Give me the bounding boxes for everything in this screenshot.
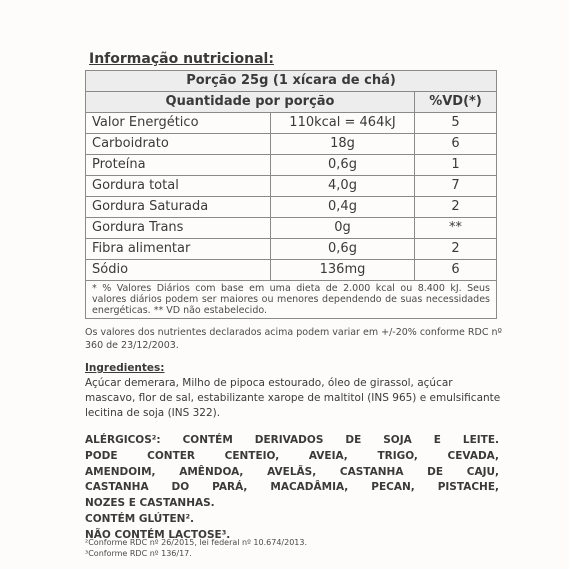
quantity-header: Quantidade por porção bbox=[86, 92, 415, 113]
nutrient-amount: 0,6g bbox=[271, 155, 415, 176]
table-row bbox=[86, 260, 497, 281]
nutrient-amount: 0g bbox=[271, 218, 415, 239]
table-header-row bbox=[86, 92, 497, 113]
footnote-rdc-26: ²Conforme RDC nº 26/2015, lei federal nº 10.674/2013. bbox=[85, 538, 308, 547]
table-row bbox=[86, 239, 497, 260]
allergen-line: PODE CONTER CENTEIO, AVEIA, TRIGO, CEVADA, bbox=[85, 449, 499, 462]
portion-row bbox=[86, 71, 497, 92]
vd-header: %VD(*) bbox=[415, 92, 497, 113]
allergen-line: ALÉRGICOS²: CONTÉM DERIVADOS DE SOJA E LEITE. bbox=[85, 434, 499, 446]
nutrient-vd: 6 bbox=[415, 260, 497, 281]
nutrition-title: Informação nutricional: bbox=[89, 51, 274, 67]
table-row bbox=[86, 197, 497, 218]
table-note-row bbox=[86, 281, 497, 319]
nutrient-name: Gordura total bbox=[86, 176, 271, 197]
nutrient-vd: ** bbox=[415, 218, 497, 239]
nutrient-amount: 110kcal = 464kJ bbox=[271, 113, 415, 134]
portion-label: Porção 25g (1 xícara de chá) bbox=[86, 71, 497, 92]
table-row bbox=[86, 134, 497, 155]
nutrient-vd: 5 bbox=[415, 113, 497, 134]
nutrient-name: Gordura Trans bbox=[86, 218, 271, 239]
variation-note: Os valores dos nutrientes declarados acima podem variar em +/-20% conforme RDC nº 360 de 23/12/2003. bbox=[85, 327, 502, 351]
nutrient-name: Fibra alimentar bbox=[86, 239, 271, 260]
nutrient-vd: 6 bbox=[415, 134, 497, 155]
allergen-line: NOZES E CASTANHAS. bbox=[85, 497, 215, 510]
gluten-statement: CONTÉM GLÚTEN². bbox=[85, 512, 195, 525]
lactose-statement: NÃO CONTÉM LACTOSE³. bbox=[85, 528, 231, 541]
ingredients-text: Açúcar demerara, Milho de pipoca estourado, óleo de girassol, açúcar mascavo, flor de sal, estabilizante xarope de maltitol (INS 965) e emulsificante lecitina de soja (INS 322). bbox=[85, 377, 501, 419]
table-note: * % Valores Diários com base em uma dieta de 2.000 kcal ou 8.400 kJ. Seus valores diários podem ser maiores ou menores dependendo de suas necessidades energéticas. ** VD não estabelecido. bbox=[86, 281, 497, 319]
nutrient-amount: 0,6g bbox=[271, 239, 415, 260]
ingredients-title: Ingredientes: bbox=[85, 362, 165, 374]
nutrient-amount: 0,4g bbox=[271, 197, 415, 218]
table-row bbox=[86, 218, 497, 239]
table-row bbox=[86, 176, 497, 197]
nutrient-amount: 136mg bbox=[271, 260, 415, 281]
footnote-rdc-136: ³Conforme RDC nº 136/17. bbox=[85, 549, 192, 558]
nutrient-amount: 4,0g bbox=[271, 176, 415, 197]
allergens-block bbox=[85, 433, 499, 544]
allergen-line: AMENDOIM, AMÊNDOA, AVELÃS, CASTANHA DE CAJU, bbox=[85, 465, 499, 478]
nutrient-vd: 2 bbox=[415, 239, 497, 260]
nutrient-vd: 1 bbox=[415, 155, 497, 176]
nutrient-name: Carboidrato bbox=[86, 134, 271, 155]
nutrient-vd: 7 bbox=[415, 176, 497, 197]
table-row bbox=[86, 113, 497, 134]
table-row bbox=[86, 155, 497, 176]
nutrient-vd: 2 bbox=[415, 197, 497, 218]
nutrient-name: Sódio bbox=[86, 260, 271, 281]
nutrient-amount: 18g bbox=[271, 134, 415, 155]
nutrient-name: Proteína bbox=[86, 155, 271, 176]
nutrition-table bbox=[85, 70, 497, 319]
nutrient-name: Valor Energético bbox=[86, 113, 271, 134]
nutrient-name: Gordura Saturada bbox=[86, 197, 271, 218]
allergen-line: CASTANHA DO PARÁ, MACADÂMIA, PECAN, PISTACHE, bbox=[85, 481, 499, 494]
